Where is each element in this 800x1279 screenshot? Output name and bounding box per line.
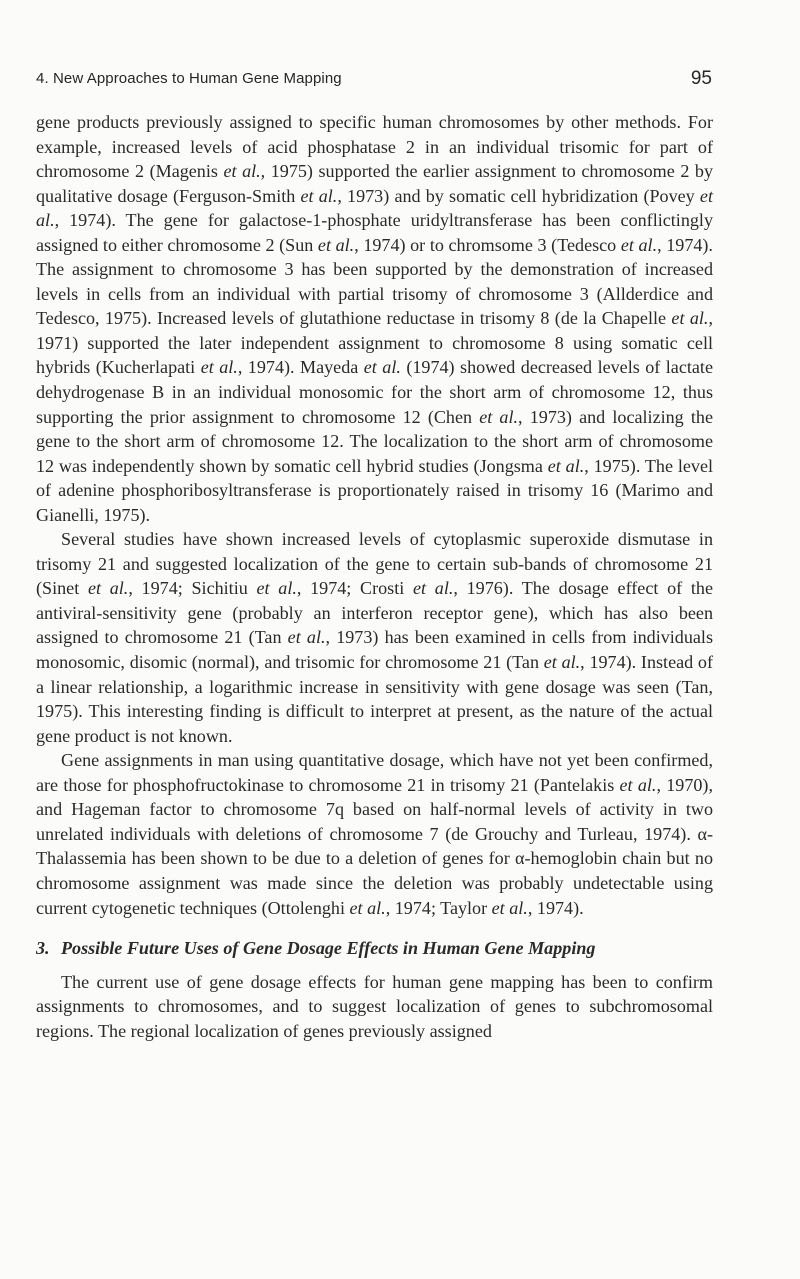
- paragraph-superoxide-dismutase: Several studies have shown increased levels of cytoplasmic superoxide dismutase in trisomy 21 and suggested localization of the gene to certain sub-bands of chromosome 21 (Sinet et al., 1974; Sichitiu et al., 1974; Crosti et al., 1976). The dosage effect of the antiviral-sensitivity gene (probably an interferon receptor gene), which has also been assigned to chromosome 21 (Tan et al., 1973) has been examined in cells from individuals monosomic, disomic (normal), and trisomic for chromosome 21 (Tan et al., 1974). Instead of a linear relationship, a logarithmic increase in sensitivity with gene dosage was seen (Tan, 1975). This interesting finding is difficult to interpret at present, as the nature of the actual gene product is not known.: [36, 529, 713, 746]
- section-number: 3.: [36, 938, 50, 959]
- body-text: [36, 110, 713, 1043]
- page-number: 95: [690, 68, 712, 89]
- section-heading: [36, 937, 713, 961]
- paragraph-unconfirmed-assignments: Gene assignments in man using quantitative dosage, which have not yet been confirmed, are those for phosphofructokinase to chromosome 21 in trisomy 21 (Pantelakis et al., 1970), and Hageman factor to chromosome 7q based on half-normal levels of activity in two unrelated individuals with deletions of chromosome 7 (de Grouchy and Turleau, 1974). α-Thalassemia has been shown to be due to a deletion of genes for α-hemoglobin chain but no chromosome assignment was made since the deletion was probably undetectable using current cytogenetic techniques (Ottolenghi et al., 1974; Taylor et al., 1974).: [36, 750, 713, 918]
- paragraph-continued: gene products previously assigned to specific human chromosomes by other methods. For example, increased levels of acid phosphatase 2 in an individual trisomic for part of chromosome 2 (Magenis et al., 1975) supported the earlier assignment to chromosome 2 by qualitative dosage (Ferguson-Smith et al., 1973) and by somatic cell hybridization (Povey et al., 1974). The gene for galactose-1-phosphate uridyltransferase has been conflictingly assigned to either chromosome 2 (Sun et al., 1974) or to chromsome 3 (Tedesco et al., 1974). The assignment to chromosome 3 has been supported by the demonstration of increased levels in cells from an individual with partial trisomy of chromosome 3 (Allderdice and Tedesco, 1975). Increased levels of glutathione reductase in trisomy 8 (de la Chapelle et al., 1971) supported the later independent assignment to chromosome 8 using somatic cell hybrids (Kucherlapati et al., 1974). Mayeda et al. (1974) showed decreased levels of lactate dehydrogenase B in an individual monosomic for the short arm of chromosome 12, thus supporting the prior assignment to chromosome 12 (Chen et al., 1973) and localizing the gene to the short arm of chromosome 12. The localization to the short arm of chromosome 12 was independently shown by somatic cell hybrid studies (Jongsma et al., 1975). The level of adenine phosphoribosyltransferase is proportionately raised in trisomy 16 (Marimo and Gianelli, 1975).: [36, 112, 714, 525]
- running-head: [36, 70, 712, 94]
- paragraph-future-uses: The current use of gene dosage effects for human gene mapping has been to confirm assignments to chromosomes, and to suggest localization of genes to subchromosomal regions. The regional localization of genes previously assigned: [36, 971, 713, 1041]
- running-title: 4. New Approaches to Human Gene Mapping: [36, 70, 342, 87]
- section-title: Possible Future Uses of Gene Dosage Effects in Human Gene Mapping: [61, 938, 596, 959]
